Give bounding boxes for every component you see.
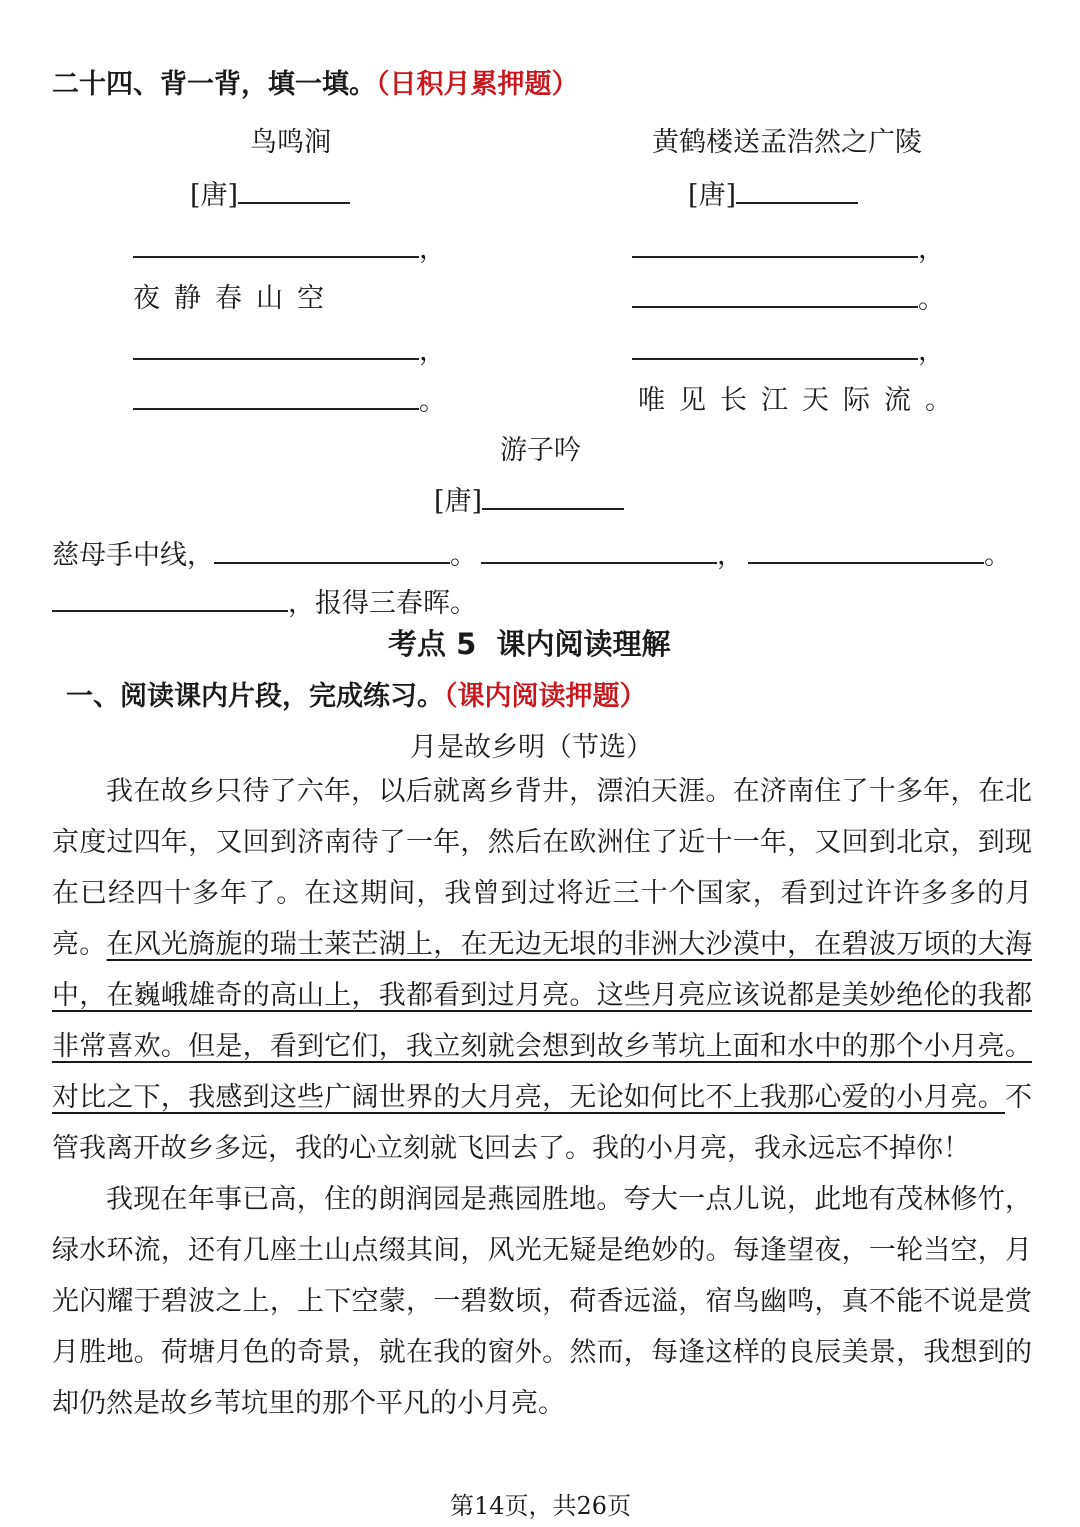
fill-blank[interactable]	[632, 328, 918, 360]
line-text: 慈母手中线，	[52, 540, 214, 571]
poem-author	[688, 172, 858, 212]
fill-blank[interactable]	[214, 532, 450, 564]
author-blank[interactable]	[238, 172, 350, 204]
paragraph-text: 我在故乡只待了六年，以后就离乡背井，漂泊天涯。在济南住了十多年，在北京度过四年，又回到济南待了一年，然后在欧洲住了近十一年，又回到北京，到现在已经四十多年了。在这期间，我曾到过将近三十个国家，看到过许许多多的月亮。	[52, 776, 1032, 960]
fill-blank[interactable]	[52, 580, 288, 612]
line-punct: ，	[918, 234, 945, 265]
line-punct: ，	[717, 540, 744, 571]
poem-line	[52, 580, 477, 620]
passage-title: 月是故乡明（节选）	[410, 732, 653, 763]
author-dynasty: [唐]	[434, 486, 483, 517]
section-heading	[52, 62, 579, 101]
line-punct: ，	[419, 336, 446, 367]
poem-line	[52, 532, 1011, 572]
line-punct: ，	[918, 336, 945, 367]
fill-blank[interactable]	[632, 226, 918, 258]
fill-blank[interactable]	[632, 276, 918, 308]
author-dynasty: [唐]	[190, 180, 239, 211]
poem-line	[632, 328, 945, 368]
line-text: ，报得三春晖。	[288, 588, 477, 619]
poem-line	[632, 276, 945, 316]
fill-blank[interactable]	[133, 378, 419, 410]
paragraph-text: 不管我离开故乡多远，我的心立刻就飞回去了。我的小月亮，我永远忘不掉你！	[52, 1082, 1032, 1164]
reading-heading-tag: （课内阅读押题）	[444, 681, 647, 712]
reading-heading-text: 一、阅读课内片段，完成练习。	[66, 681, 444, 712]
poem-line	[133, 328, 446, 368]
paragraph	[52, 766, 1032, 1174]
fill-blank[interactable]	[133, 328, 419, 360]
fill-blank[interactable]	[133, 226, 419, 258]
passage	[52, 766, 1032, 1429]
poem-line: 唯见长江天际流。	[638, 385, 966, 416]
reading-heading	[66, 674, 647, 713]
poem-author	[190, 172, 350, 212]
poem-line	[632, 226, 945, 266]
line-punct: 。	[450, 540, 477, 571]
line-punct: 。	[918, 284, 945, 315]
underlined-text: 在风光旖旎的瑞士莱芒湖上，在无边无垠的非洲大沙漠中，在碧波万顷的大海中，在巍峨雄奇的高山上，我都看到过月亮。这些月亮应该说都是美妙绝伦的我都非常喜欢。但是，看到它们，我立刻就会想到故乡苇坑上面和水中的那个小月亮。对比之下，我感到这些广阔世界的大月亮，无论如何比不上我那心爱的小月亮。	[52, 929, 1033, 1113]
poem-title: 游子吟	[500, 435, 581, 466]
fill-blank[interactable]	[748, 532, 984, 564]
line-punct: ，	[419, 234, 446, 265]
poem-author	[434, 478, 624, 518]
poem-line: 夜静春山空	[133, 283, 338, 314]
poem-line	[133, 226, 446, 266]
kaodian-title: 考点 5 课内阅读理解	[388, 627, 671, 661]
author-dynasty: [唐]	[688, 180, 737, 211]
author-blank[interactable]	[482, 478, 624, 510]
paragraph-text: 我现在年事已高，住的朗润园是燕园胜地。夸大一点儿说，此地有茂林修竹，绿水环流，还有几座土山点缀其间，风光无疑是绝妙的。每逢望夜，一轮当空，月光闪耀于碧波之上，上下空蒙，一碧数顷，荷香远溢，宿鸟幽鸣，真不能不说是赏月胜地。荷塘月色的奇景，就在我的窗外。然而，每逢这样的良辰美景，我想到的却仍然是故乡苇坑里的那个平凡的小月亮。	[52, 1184, 1032, 1419]
fill-blank[interactable]	[481, 532, 717, 564]
line-punct: 。	[419, 386, 446, 417]
poem-line	[133, 378, 446, 418]
section-heading-text: 二十四、背一背，填一填。	[52, 69, 376, 100]
section-heading-tag: （日积月累押题）	[376, 69, 579, 100]
line-punct: 。	[984, 540, 1011, 571]
poem-title: 黄鹤楼送孟浩然之广陵	[652, 127, 922, 158]
page-footer: 第14页，共26页	[450, 1492, 632, 1520]
paragraph	[52, 1174, 1032, 1429]
poem-title: 鸟鸣涧	[250, 127, 331, 158]
author-blank[interactable]	[736, 172, 858, 204]
